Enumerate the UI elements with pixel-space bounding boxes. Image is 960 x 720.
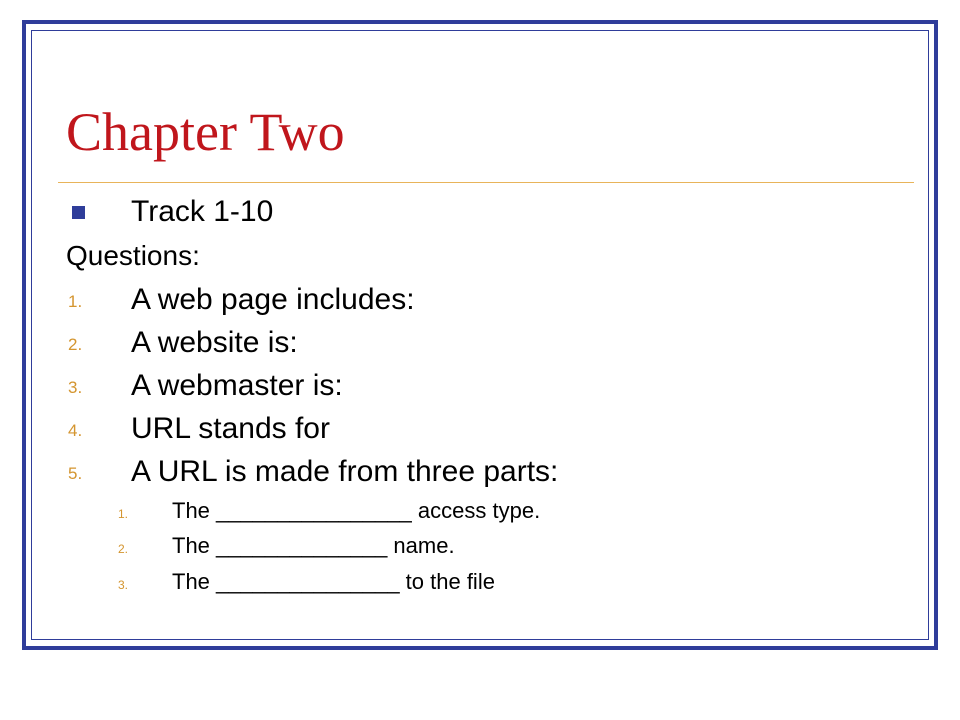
sub-list-item: The ________________ access type.: [172, 498, 541, 523]
list-item: A website is:: [131, 326, 298, 359]
list-item-number: 5.: [68, 464, 83, 483]
list-item: A URL is made from three parts:: [131, 455, 559, 488]
sub-item-number: 2.: [118, 542, 129, 556]
questions-label: Questions:: [66, 240, 200, 271]
title-divider: [58, 182, 914, 183]
list-item: URL stands for: [131, 412, 330, 445]
list-item-number: 2.: [68, 335, 83, 354]
list-item-number: 1.: [68, 292, 83, 311]
bullet-track-text: Track 1-10: [131, 195, 274, 228]
sub-list-item: The _______________ to the file: [172, 569, 495, 594]
list-item-number: 4.: [68, 421, 83, 440]
sub-item-number: 1.: [118, 507, 129, 521]
square-bullet-icon: [72, 206, 85, 219]
sub-item-number: 3.: [118, 578, 129, 592]
sub-list-item: The ______________ name.: [172, 533, 455, 558]
slide-title: Chapter Two: [66, 102, 345, 162]
list-item-number: 3.: [68, 378, 83, 397]
list-item: A web page includes:: [131, 283, 415, 316]
list-item: A webmaster is:: [131, 369, 343, 402]
